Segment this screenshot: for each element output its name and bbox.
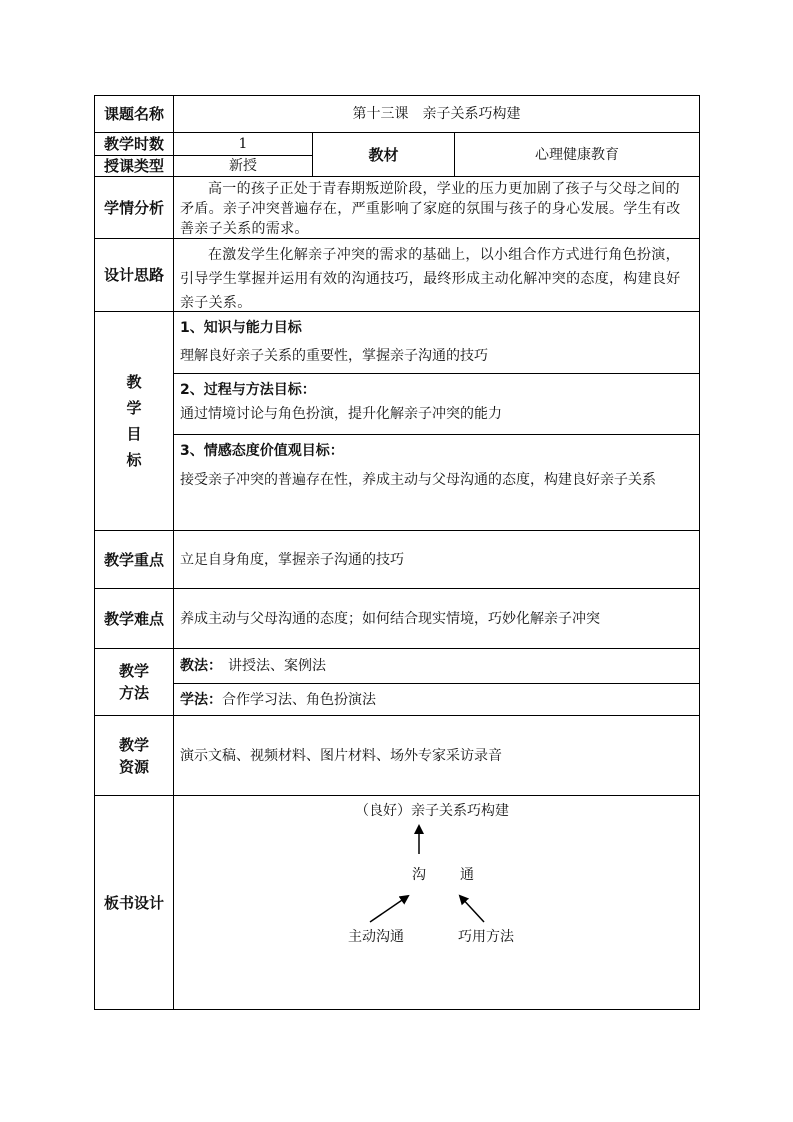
board-arrows	[174, 796, 699, 1009]
goal-2-title: 2、过程与方法目标：	[180, 382, 316, 398]
difficult-cell	[173, 588, 700, 649]
goal-2-text: 通过情境讨论与角色扮演，提升化解亲子冲突的能力	[180, 406, 502, 422]
goal-3-text: 接受亲子冲突的普遍存在性，养成主动与父母沟通的态度，构建良好亲子关系	[180, 472, 656, 488]
board-label: 板书设计	[94, 795, 174, 1010]
resources-label: 教学资源	[118, 735, 149, 776]
difficult-text: 养成主动与父母沟通的态度；如何结合现实情境，巧妙化解亲子冲突	[180, 610, 600, 627]
method-teach-label: 教法：	[180, 658, 222, 674]
goal-3-cell	[173, 434, 700, 531]
board-bottom-right: 巧用方法	[458, 929, 514, 945]
hours-label: 教学时数	[94, 132, 174, 156]
board-middle-right: 通	[460, 867, 474, 883]
analysis-text: 高一的孩子正处于青春期叛逆阶段，学业的压力更加剧了孩子与父母之间的矛盾。亲子冲突普遍存在，严重影响了家庭的氛围与孩子的身心发展。学生有改善亲子关系的需求。	[180, 181, 681, 237]
method-label: 教学方法	[118, 662, 149, 702]
goal-1-text: 理解良好亲子关系的重要性，掌握亲子沟通的技巧	[180, 348, 488, 364]
method-learn-cell	[173, 683, 700, 716]
analysis-label: 学情分析	[94, 176, 174, 239]
material-label: 教材	[312, 132, 455, 177]
resources-cell	[173, 715, 700, 796]
key-cell	[173, 530, 700, 589]
topic-label: 课题名称	[94, 95, 174, 133]
difficult-label: 教学难点	[94, 588, 174, 649]
resources-text: 演示文稿、视频材料、图片材料、场外专家采访录音	[180, 747, 502, 764]
type-value: 新授	[173, 155, 313, 177]
key-label: 教学重点	[94, 530, 174, 589]
board-middle-left: 沟	[412, 867, 426, 883]
goals-label-cell	[94, 311, 174, 531]
type-label: 授课类型	[94, 155, 174, 177]
board-top-text: （良好）亲子关系巧构建	[355, 803, 509, 819]
material-value: 心理健康教育	[454, 132, 700, 177]
arrow-right-up-icon	[460, 896, 484, 922]
goal-1-cell	[173, 311, 700, 374]
arrow-left-up-icon	[370, 896, 408, 922]
method-learn-text: 合作学习法、角色扮演法	[222, 691, 376, 708]
analysis-cell	[173, 176, 700, 239]
method-learn-label: 学法：	[180, 691, 222, 708]
resources-label-cell	[94, 715, 174, 796]
design-cell	[173, 238, 700, 312]
goals-label: 教学目标	[126, 373, 142, 469]
method-label-cell	[94, 648, 174, 716]
design-text: 在激发学生化解亲子冲突的需求的基础上，以小组合作方式进行角色扮演，引导学生掌握并运用有效的沟通技巧，最终形成主动化解冲突的态度，构建良好亲子关系。	[180, 247, 681, 311]
design-label: 设计思路	[94, 238, 174, 312]
hours-value: 1	[173, 132, 313, 156]
topic-value: 第十三课 亲子关系巧构建	[173, 95, 700, 133]
goal-3-title: 3、情感态度价值观目标：	[180, 443, 344, 459]
goal-2-cell	[173, 373, 700, 435]
goal-1-title: 1、知识与能力目标	[180, 320, 302, 336]
method-teach-cell	[173, 648, 700, 684]
board-bottom-left: 主动沟通	[348, 929, 404, 945]
method-teach-text: 讲授法、案例法	[228, 658, 326, 674]
key-text: 立足自身角度，掌握亲子沟通的技巧	[180, 551, 404, 568]
board-cell	[173, 795, 700, 1010]
